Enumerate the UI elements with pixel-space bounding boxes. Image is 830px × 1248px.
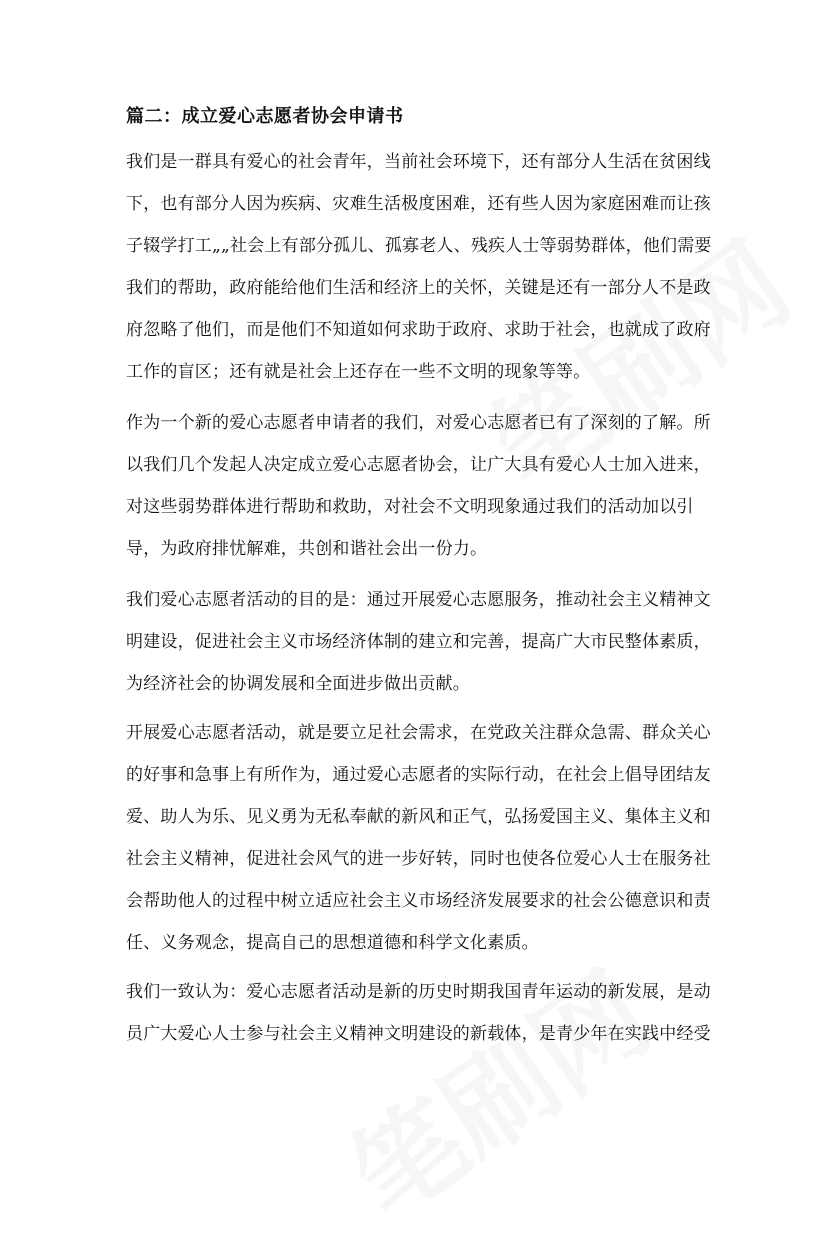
paragraph-line: 我们爱心志愿者活动的目的是：通过开展爱心志愿服务，推动社会主义精神文 — [126, 590, 711, 610]
paragraph-line: 我们的帮助，政府能给他们生活和经济上的关怀，关键是还有一部分人不是政 — [126, 278, 711, 298]
paragraph-line: 府忽略了他们，而是他们不知道如何求助于政府、求助于社会，也就成了政府 — [126, 320, 711, 340]
paragraph-line: 明建设，促进社会主义市场经济体制的建立和完善，提高广大市民整体素质， — [126, 632, 711, 652]
paragraph-line: 导，为政府排忧解难，共创和谐社会出一份力。 — [126, 539, 488, 559]
paragraph-line: 子辍学打工„„社会上有部分孤儿、孤寡老人、残疾人士等弱势群体，他们需要 — [126, 236, 712, 256]
paragraph-line: 会帮助他人的过程中树立适应社会主义市场经济发展要求的社会公德意识和责 — [126, 891, 711, 911]
paragraph-line: 开展爱心志愿者活动，就是要立足社会需求，在党政关注群众急需、群众关心 — [126, 723, 711, 743]
paragraph-line: 的好事和急事上有所作为，通过爱心志愿者的实际行动，在社会上倡导团结友 — [126, 765, 711, 785]
document-title: 篇二：成立爱心志愿者协会申请书 — [126, 106, 404, 127]
paragraph-line: 作为一个新的爱心志愿者申请者的我们，对爱心志愿者已有了深刻的了解。所 — [126, 413, 711, 433]
watermark-bottom — [315, 930, 676, 1248]
paragraph-line: 任、义务观念，提高自己的思想道德和科学文化素质。 — [126, 933, 539, 953]
paragraph-line: 下，也有部分人因为疾病、灾难生活极度困难，还有些人因为家庭困难而让孩 — [126, 194, 711, 214]
paragraph-line: 以我们几个发起人决定成立爱心志愿者协会，让广大具有爱心人士加入进来， — [126, 455, 711, 475]
paragraph-line: 我们一致认为：爱心志愿者活动是新的历史时期我国青年运动的新发展，是动 — [126, 982, 711, 1002]
paragraph-line: 对这些弱势群体进行帮助和救助，对社会不文明现象通过我们的活动加以引 — [126, 497, 694, 517]
paragraph-line: 社会主义精神，促进社会风气的进一步好转，同时也使各位爱心人士在服务社 — [126, 849, 711, 869]
paragraph-line: 我们是一群具有爱心的社会青年，当前社会环境下，还有部分人生活在贫困线 — [126, 152, 711, 172]
paragraph-line: 员广大爱心人士参与社会主义精神文明建设的新载体，是青少年在实践中经受 — [126, 1024, 711, 1044]
paragraph-line: 工作的盲区；还有就是社会上还存在一些不文明的现象等等。 — [126, 362, 591, 382]
paragraph-line: 爱、助人为乐、见义勇为无私奉献的新风和正气，弘扬爱国主义、集体主义和 — [126, 807, 711, 827]
paragraph-line: 为经济社会的协调发展和全面进步做出贡献。 — [126, 674, 470, 694]
